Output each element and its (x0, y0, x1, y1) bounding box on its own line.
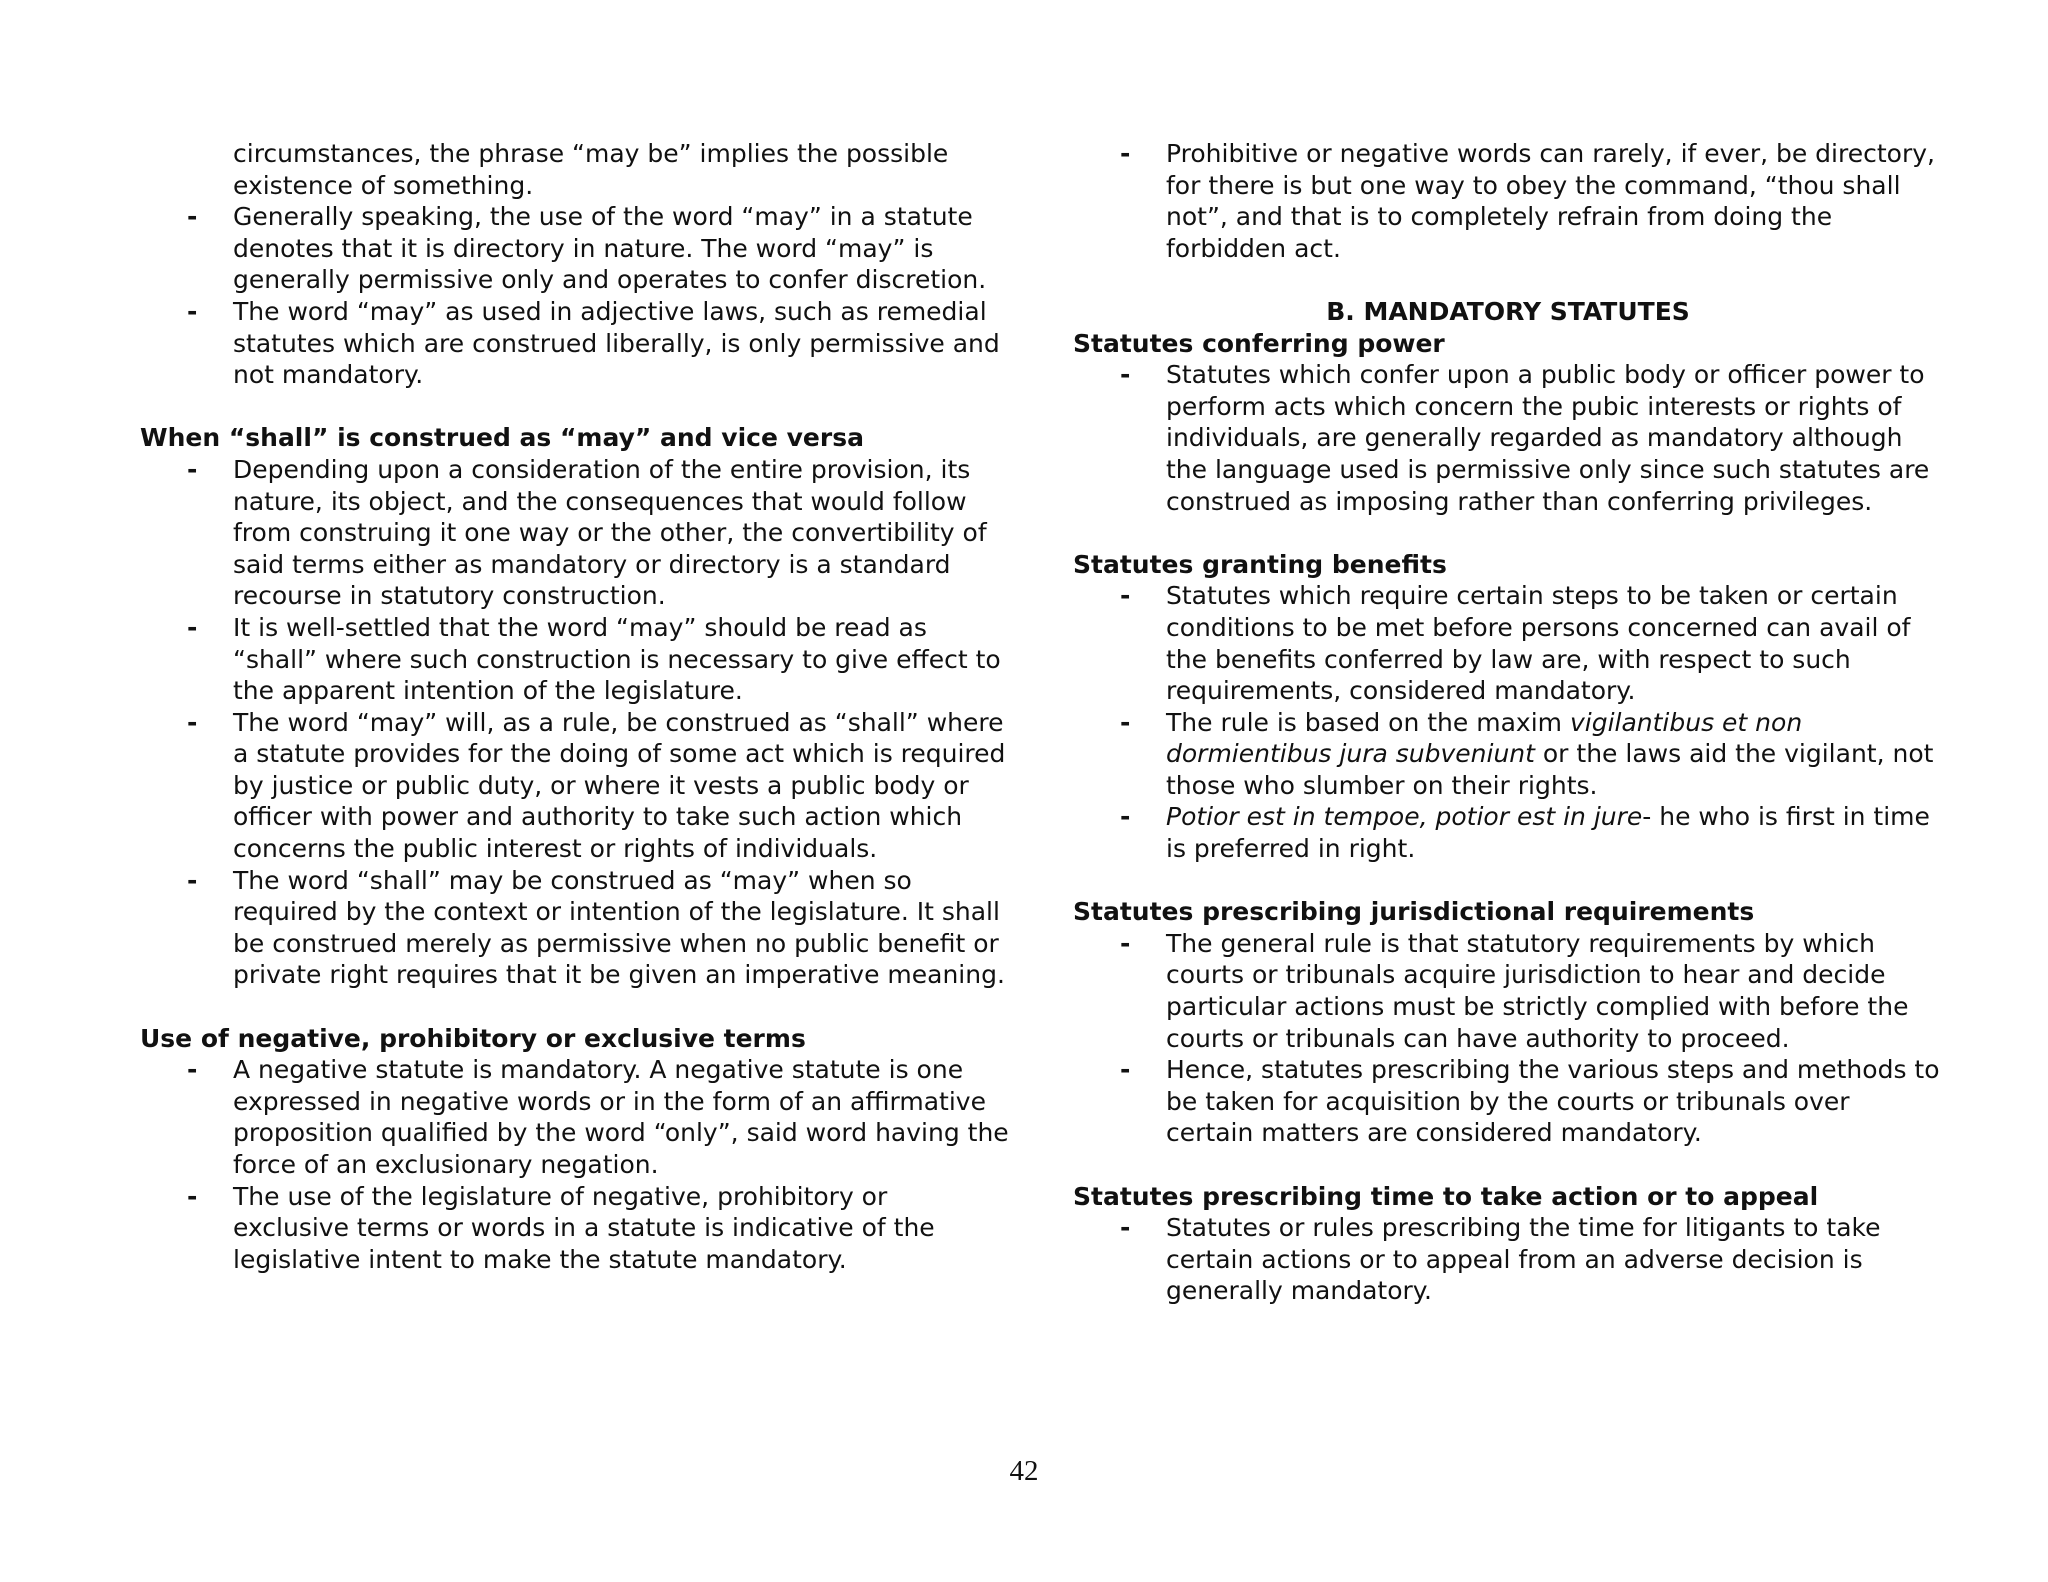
list-item: - Statutes which confer upon a public body or officer power to perform acts which concern the pubic interests or rights of individuals, are generally regarded as mandatory although the language used is permissive only since such statutes are construed as imposing rather than conferring privileges. (1120, 360, 1930, 516)
list-item: - Prohibitive or negative words can rarely, if ever, be directory, for there is but one way to obey the command, “thou shall not”, and that is to completely refrain from doing the forbidden act. (1120, 139, 1935, 263)
section-heading: Statutes prescribing jurisdictional requirements (1073, 897, 1755, 927)
bullet-list (140, 454, 1010, 991)
list-item: - The word “may” will, as a rule, be construed as “shall” where a statute provides for the doing of some act which is required by justice or public duty, or where it vests a public body or officer with power and authority to take such action which concerns the public interest or rights of individuals. (187, 707, 1006, 864)
list-item: - Statutes which require certain steps to be taken or certain conditions to be met before persons concerned can avail of the benefits conferred by law are, with respect to such requirements, considered mandatory. (1120, 581, 1911, 706)
bullet-list (1073, 1212, 1943, 1307)
bullet-list (1073, 359, 1943, 517)
right-column (1073, 138, 1943, 1307)
list-item: - The word “shall” may be construed as “may” when so required by the context or intention of the legislature. It shall be construed merely as permissive when no public benefit or private right requires that it be given an imperative meaning. (187, 865, 1005, 990)
list-item: - The use of the legislature of negative, prohibitory or exclusive terms or words in a statute is indicative of the legislative intent to make the statute mandatory. (187, 1181, 935, 1274)
list-item: - It is well-settled that the word “may” should be read as “shall” where such construction is necessary to give effect to the apparent intention of the legislature. (187, 612, 1001, 706)
list-item: - Statutes or rules prescribing the time for litigants to take certain actions or to appeal from an adverse decision is generally mandatory. (1120, 1213, 1881, 1306)
section-heading: Statutes prescribing time to take action or to appeal (1073, 1181, 1819, 1211)
list-item: - The general rule is that statutory requirements by which courts or tribunals acquire jurisdiction to hear and decide particular actions must be strictly complied with before the courts or tribunals can have authority to proceed. (1120, 928, 1909, 1053)
section-heading: When “shall” is construed as “may” and vice versa (140, 423, 864, 453)
intro-bullet-list (140, 201, 1010, 391)
list-item: - The word “may” as used in adjective laws, such as remedial statutes which are construed liberally, is only permissive and not mandatory. (187, 296, 1000, 390)
left-column (140, 138, 1010, 1275)
list-item: - A negative statute is mandatory. A negative statute is one expressed in negative words or in the form of an affirmative proposition qualified by the word “only”, said word having the force of an exclusionary negation. (187, 1055, 1009, 1179)
list-item: - Generally speaking, the use of the word “may” in a statute denotes that it is directory in nature. The word “may” is generally permissive only and operates to confer discretion. (187, 202, 987, 295)
continued-paragraph: circumstances, the phrase “may be” implies the possible existence of something. (233, 139, 949, 200)
bullet-list (1073, 928, 1943, 1149)
section-heading: Use of negative, prohibitory or exclusive terms (140, 1023, 806, 1053)
bullet-list (1073, 580, 1943, 864)
page-number: 42 (1009, 1455, 1039, 1487)
list-item: - The rule is based on the maxim vigilantibus et non dormientibus jura subveniunt or the laws aid the vigilant, not those who slumber on their rights. (1120, 707, 1934, 800)
section-heading: Statutes conferring power (1073, 328, 1445, 358)
list-item: - Potior est in tempoe, potior est in jure- he who is first in time is preferred in right. (1120, 802, 1930, 864)
section-heading: Statutes granting benefits (1073, 549, 1447, 579)
list-item: - Hence, statutes prescribing the various steps and methods to be taken for acquisition by the courts or tribunals over certain matters are considered mandatory. (1120, 1055, 1940, 1148)
section-title: B. MANDATORY STATUTES (1326, 296, 1690, 326)
list-item: - Depending upon a consideration of the entire provision, its nature, its object, and the consequences that would follow from construing it one way or the other, the convertibility of said terms either as mandatory or directory is a standard recourse in statutory construction. (187, 454, 987, 611)
bullet-list (1073, 138, 1943, 264)
bullet-list (140, 1054, 1010, 1275)
